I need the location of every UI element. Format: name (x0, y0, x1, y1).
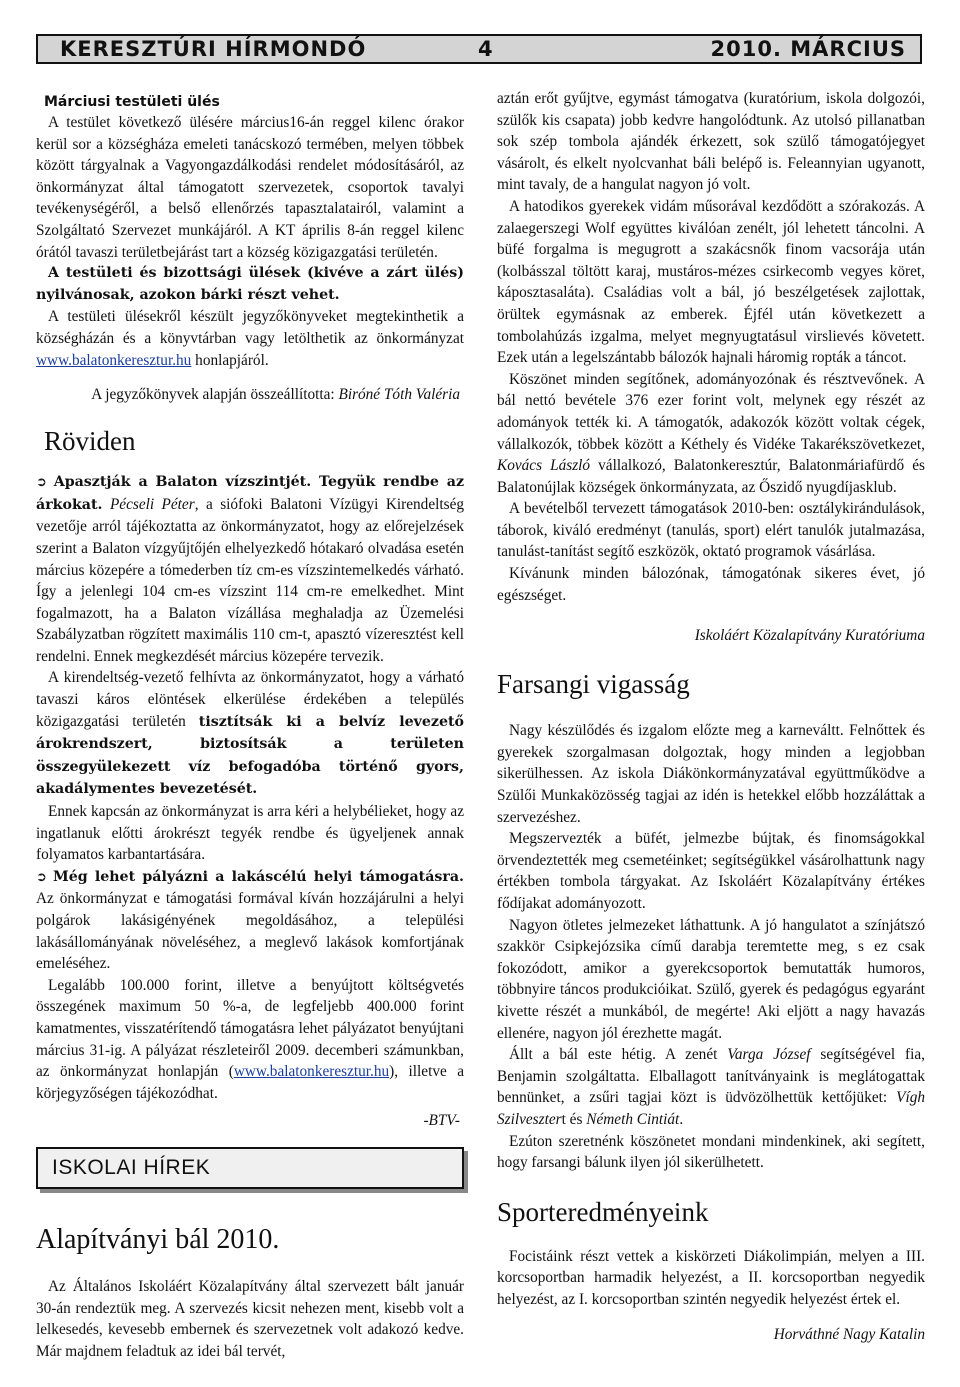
article-paragraph: Az Általános Iskoláért Közalapítvány által szervezett bált január 30-án rendeztük meg. A szervezés kicsit nehezen ment, kisebb volt a lelkesedés, kevesebb embernek és szervezetnek volt adakozó kedve. Már majdnem feladtuk az idei bál tervét, (36, 1278, 464, 1360)
text-span: Köszönet minden segítőnek, adományozónak és résztvevőnek. A bál nettó bevétele 376 ezer forint volt, melynek egy részét az adományok tették ki. A támogatók, adakozók között voltak cégek, vállalkozók, többek között a Kéthely és Vidéke Takarékszövetkezet, (497, 370, 925, 453)
website-link[interactable]: www.balatonkeresztur.hu (36, 351, 192, 369)
article-paragraph (497, 369, 925, 499)
article-title-testuleti: Márciusi testületi ülés (44, 94, 220, 110)
article-paragraph (36, 975, 464, 1105)
article-paragraph: Kívánunk minden bálozónak, támogatónak sikeres évet, jó egészséget. (497, 565, 925, 604)
person-name: Varga József (727, 1046, 811, 1064)
article-paragraph: Focistáink részt vettek a kiskörzeti Diákolimpián, melyen a III. korcsoportban harmadik helyezést, a II. korcsoportban negyedik helyezést, az I. korcsoportban szintén negyedik helyezést értek el. (497, 1247, 925, 1308)
section-title-sporteredmenyeink: Sporteredményeink (497, 1196, 709, 1227)
article-paragraph-bold: A testületi és bizottsági ülések (kivéve a zárt ülés) nyilvánosak, azokon bárki részt vehet. (36, 265, 464, 303)
article-paragraph: Megszervezték a büfét, jelmezbe bújtak, és finomságokkal örvendeztették meg csemetéinket; segítségükkel vásárolhattunk nagy értékben tombola tárgyakat. Az Iskoláért Közalapítvány értékes fődíjakat adományozott. (497, 830, 925, 912)
article-paragraph: A bevételből tervezett támogatások 2010-ben: osztálykirándulások, táborok, kiváló eredményt (tanulás, sport) elért tanulók jutalmazása, tanulást-tanítást segítő eszközök, oktató programok vásárlása. (497, 500, 925, 561)
section-title-farsangi-vigassag: Farsangi vigasság (497, 669, 690, 700)
text-span: honlapjáról. (191, 351, 269, 369)
credit-name: Biróné Tóth Valéria (338, 386, 460, 404)
author-signature-horvathne: Horváthné Nagy Katalin (773, 1325, 925, 1343)
section-title-roviden: Röviden (44, 426, 136, 457)
text-span: Állt a bál este hétig. A zenét (509, 1046, 728, 1064)
text-span: segítségével fia, Benjamin szolgáltatta. Elballagott tanítványaink is meglátogattak bennünket, a zsűri tagjai közt is üdvözölhettük kettőjüket: (497, 1046, 925, 1107)
article-paragraph: Ezúton szeretnénk köszönetet mondani mindenkinek, aki segített, hogy farsangi bálunk ilyen jól sikerülhetett. (497, 1132, 925, 1172)
article-paragraph (497, 1044, 925, 1130)
newsletter-title: KERESZTÚRI HÍRMONDÓ (60, 37, 367, 61)
article-paragraph: Ennek kapcsán az önkormányzat is arra kéri a helybélieket, hogy az ingatlanuk előtti árokrészt tegyék rendbe és ügyeljenek annak folyamatos karbantartására. (36, 803, 464, 864)
text-span: A kirendeltség-vezető felhívta az önkormányzatot, hogy a várható tavaszi káros elöntések elkerülése érdekében a település közigazgatási területén (36, 669, 464, 730)
arrow-icon: ➲ (36, 869, 47, 885)
text-span-bold: tisztítsák ki a belvíz levezető árokrendszert, biztosítsák a területen összegyülekezett víz befogadóba történő gyors, akadálymentes bevezetését. (36, 713, 464, 798)
author-signature-btv: -BTV- (423, 1112, 460, 1129)
article-paragraph: A testület következő ülésére március16-án reggel kilenc órakor kerül sor a községháza emeleti tanácskozó termében, melyen többek között tárgyalnak a Vagyongazdálkodási rendelet módosításáról, az önkormányzat által támogatott szervezetek, csoportok tavalyi tevékenységéről, a belső ellenőrzés tapasztalatairól, valamint a Szolgáltató Szervezet munkájáról. A KT április 8-án reggel kilenc órától tavaszi területbejárást tart a község közigazgatási területén. (36, 114, 464, 261)
article-credit (36, 385, 464, 405)
credit-label: A jegyzőkönyvek alapján összeállította: (91, 386, 339, 404)
header-bar (36, 34, 922, 64)
school-news-label: ISKOLAI HÍREK (52, 1156, 211, 1179)
person-name: Pécseli Péter (109, 495, 195, 513)
article-paragraph: Nagyon ötletes jelmezeket láthattunk. A jó hangulatot a színjátszó szakkör Csipkejózsika című darabja teremtette meg, s ez csak fokozódott, amikor a gyerekcsoportok bemutatták humoros, többnyire táncos produkcióikat. Szülő, gyerek és pedagógus egyaránt kivette részét a munkából, de megérte! Aki eljött a nagy havazás ellenére, nagyon jól érezhette magát. (497, 916, 925, 1042)
page-number: 4 (478, 37, 494, 61)
news-headline: Még lehet pályázni a lakáscélú helyi támogatásra. (52, 868, 464, 885)
text-span: , a siófoki Balatoni Vízügyi Kirendeltség vezetője arról tájékoztatta az önkormányzatot, hogy az előrejelzések szerint a Balaton vízgyűjtőjén elhelyezkedő hótakaró olvadása esetén március közepére a tómederben tíz cm-es vízszintemelkedés várható. Így a jelenlegi 104 cm-es vízszint 114 cm-re emelkedhet. Mint fogalmazott, ha a Balaton vízállása meghaladja az Üzemelési Szabályzatban rögzített maximális 110 cm-t, apasztó vízeresztést kell rendelni. Ennek megkezdését március közepére tervezik. (36, 495, 465, 665)
news-item (36, 866, 464, 975)
person-name: Vígh Szilveszter (497, 1089, 925, 1128)
issue-date: 2010. MÁRCIUS (710, 37, 906, 61)
text-span: t és (561, 1110, 587, 1128)
author-signature-kuratorium: Iskoláért Közalapítvány Kuratóriuma (694, 627, 925, 645)
article-paragraph: aztán erőt gyűjtve, egymást támogatva (kuratórium, iskola dolgozói, szülők kis csapata) jobb kedvre hangolódtunk. Az utolsó pillanatban sok szép tombola ajándék érkezett, sok szülő támogatójegyet vásárolt, és elkelt nyolcvanhat báli belépő is. Feleannyian ugyanott, mint tavaly, de a hangulat nagyon jó volt. (497, 90, 925, 194)
text-span: A testületi ülésekről készült jegyzőkönyveket megtekinthetik a községházán és a könyvtárban vagy letölthetik az önkormányzat (36, 308, 464, 347)
news-headline: Apasztják a Balaton vízszintjét. Tegyük rendbe az árkokat. (36, 474, 464, 513)
article-paragraph: Nagy készülődés és izgalom előzte meg a karneváltt. Felnőttek és gyerekek szorgalmasan dolgoztak, hogy minden a legjobban sikerülhessen. Az iskola Diákönkormányzatával együttműködve a Szülői Munkaközösség tagjai az idén is hetekkel előbb hozzáláttak a szervezéshez. (497, 722, 925, 826)
text-span: Legalább 100.000 forint, illetve a benyújtott költségvetés összegének maximum 50 %-a, de legfeljebb 400.000 forint kamatmentes, visszatérítendő támogatásra lehet pályázatot benyújtani március 31-ig. A pályázat részleteiről 2009. decemberi számunkban, az önkormányzat honlapján ( (36, 976, 464, 1081)
news-item (36, 471, 464, 667)
person-name: Németh Cintiát (586, 1110, 680, 1128)
website-link[interactable]: www.balatonkeresztur.hu (233, 1063, 390, 1081)
right-column (497, 88, 925, 1345)
section-title-alapitvanyi-bal: Alapítványi bál 2010. (36, 1224, 280, 1255)
article-paragraph (36, 306, 464, 371)
arrow-icon: ➲ (36, 475, 47, 491)
school-news-box (36, 1147, 464, 1189)
article-paragraph (36, 667, 464, 801)
left-column (36, 86, 464, 1104)
text-span: Az önkormányzat e támogatási formával kíván hozzájárulni a helyi polgárok lakásigényének megoldásához, a települési lakásállományának növeléséhez, a meglevő lakások komfortjának emeléséhez. (36, 890, 464, 973)
text-span: ), illetve a körjegyzőségen tájékozódhat. (36, 1063, 464, 1102)
text-span: . (679, 1110, 684, 1128)
article-paragraph: A hatodikos gyerekek vidám műsorával kezdődött a szórakozás. A zalaegerszegi Wolf együttes kiválóan zenélt, jól lehetett táncolni. A büfé forgalma is megugrott a szakácsnők finom vacsorája után (kolbásszal töltött karaj, mustáros-mézes csirkecomb vegyes köret, káposztasaláta). Családias volt a bál, jó beszélgetések zajlottak, örültek egymásnak az emberek. Éjfél után következett a tombolahúzás izgalma, melyet megnyugtatásul virslievés követett. Ezek után a legelszántabb bálozók hajnali háromig ropták a táncot. (497, 197, 925, 367)
person-name: Kovács László (497, 457, 591, 475)
text-span: vállalkozó, Balatonkeresztúr, Balatonmáriafürdő és Balatonújlak községek önkormányzata, az Őszidő nyugdíjasklub. (497, 457, 925, 496)
